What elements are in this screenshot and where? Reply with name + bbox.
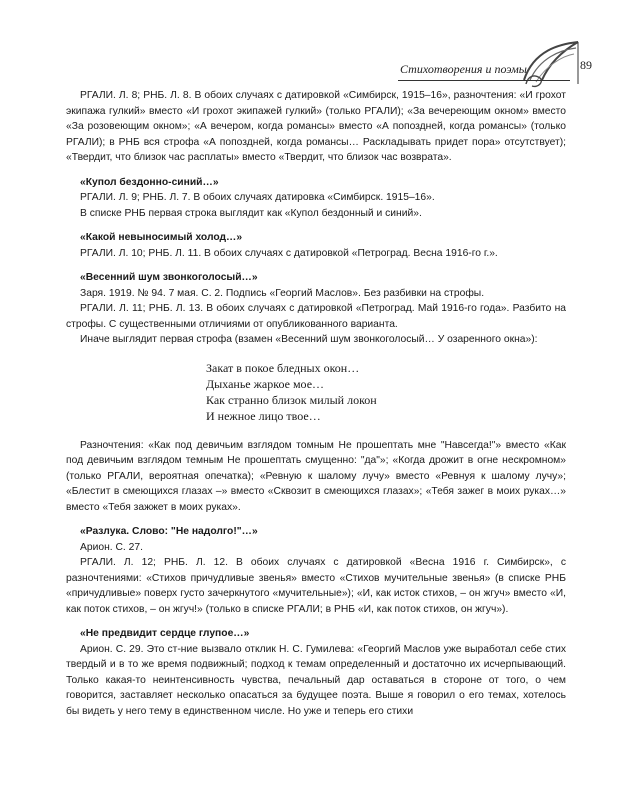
section-heading: «Какой невыносимый холод…» <box>80 232 243 243</box>
paragraph: Иначе выглядит первая строфа (взамен «Весенний шум звонкоголосый… У озаренного окна»): <box>80 334 538 345</box>
poem-line: Закат в покое бледных окон… <box>206 360 360 375</box>
section-heading: «Разлука. Слово: "Не надолго!"…» <box>80 526 258 537</box>
intro-paragraph: РГАЛИ. Л. 8; РНБ. Л. 8. В обоих случаях с датировкой «Симбирск, 1915–16», разночтения: «И грохот экипажа гулкий» вместо «И грохот экипажей гулкий» (только РГАЛИ); «За вечереющим окном» вместо «За розовеющим окном»; «А вечером, когда романсы» вместо «А попоздней, когда романсы» (только РГАЛИ); в РНБ вся строфа «А попоздней, когда романсы… Раскладывать придет пора» отсутствует); «Твердит, что близок час расплаты» вместо «Твердит, что близок час возврата». <box>66 90 566 163</box>
section-heading: «Не предвидит сердце глупое…» <box>80 628 250 639</box>
poem-line: Как странно близок милый локон <box>206 392 377 407</box>
poem-line: И нежное лицо твое… <box>206 408 321 423</box>
paragraph: В списке РНБ первая строка выглядит как «Купол бездонный и синий». <box>80 207 422 219</box>
poem-quote <box>206 360 566 424</box>
running-header-title: Стихотворения и поэмы <box>400 62 527 76</box>
paragraph: Разночтения: «Как под девичьим взглядом томным Не прошептать мне "Навсегда!"» вместо «Как под девичьим взглядом темным Не прошептать смущенно: "да"»; «Когда дрожит в огне нескромном» (только РГАЛИ, вероятная опечатка); «Ревную к шалому лучу» вместо «Ревнуя к шалому лучу»; «Блестит в смеющихся глазах –» вместо «Сквозит в смеющихся глазах»; «Тебя зажег в моих руках…» вместо «Тебя зажжет в моих руках». <box>66 439 566 513</box>
section-heading: «Весенний шум звонкоголосый…» <box>80 272 258 283</box>
paragraph: РГАЛИ. Л. 12; РНБ. Л. 12. В обоих случаях с датировкой «Весна 1916 г. Симбирск», с разночтениями: «Стихов причудливые звенья» вместо «Стихов мучительные звенья» (в списке РНБ «причудливые» поверх густо зачеркнутого «мучительные»); «И, как исток стихов, – он жгуч» вместо «И, как поток стихов, – он жгуч!» (только в списке РГАЛИ; в РНБ «И, как поток стихов, он жгуч»). <box>66 557 566 615</box>
paragraph: РГАЛИ. Л. 10; РНБ. Л. 11. В обоих случаях с датировкой «Петроград. Весна 1916-го г.». <box>80 247 498 259</box>
page-number: 89 <box>580 58 592 72</box>
page-body <box>66 88 566 719</box>
poem-line: Дыханье жаркое мое… <box>206 376 325 391</box>
paragraph: Арион. С. 27. <box>80 541 143 553</box>
paragraph: РГАЛИ. Л. 11; РНБ. Л. 13. В обоих случаях с датировкой «Петроград. Май 1916-го года». Разбито на строфы. С существенными отличиями от опубликованного варианта. <box>66 303 566 330</box>
header-rule <box>398 80 570 81</box>
paragraph: Заря. 1919. № 94. 7 мая. С. 2. Подпись «Георгий Маслов». Без разбивки на строфы. <box>80 287 485 299</box>
paragraph: Арион. С. 29. Это ст-ние вызвало отклик Н. С. Гумилева: «Георгий Маслов уже выработал себе стих твердый и в то же время подвижный; подход к темам определенный и достаточно их исчерпывающий. Только какая-то неинтенсивность чувства, печальный дар оставаться в стороне от того, о чем говорится, заставляет несколько опасаться за будущее поэта. Выше я говорил о его темах, хотелось бы видеть у него тему в единственном числе. Но уже и теперь его стихи <box>66 643 566 717</box>
paragraph: РГАЛИ. Л. 9; РНБ. Л. 7. В обоих случаях датировка «Симбирск. 1915–16». <box>80 192 435 203</box>
section-heading: «Купол бездонно-синий…» <box>80 176 219 188</box>
